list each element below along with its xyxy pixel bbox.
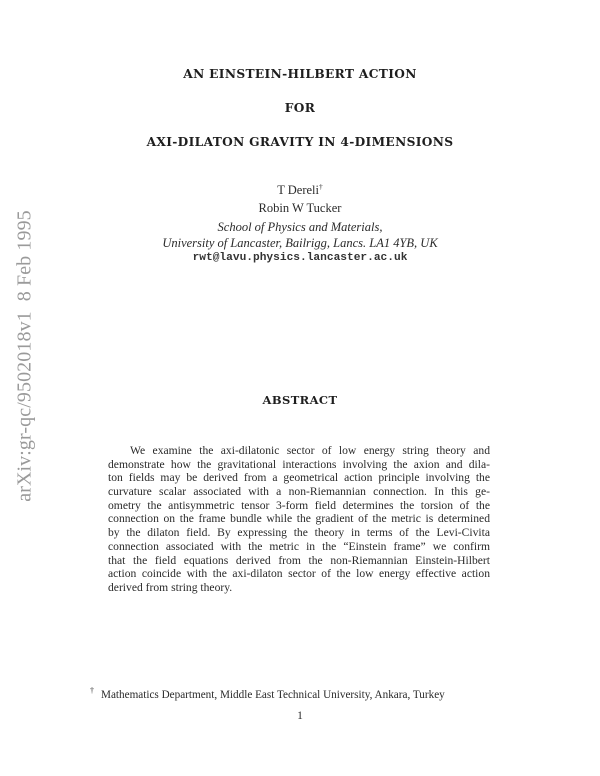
footnote-mark: †	[319, 182, 323, 191]
affiliation-line-1: School of Physics and Materials,	[217, 220, 383, 234]
author-2	[0, 201, 600, 216]
footnote-mark: †	[90, 686, 94, 695]
abstract-line: by the dilaton field. By expressing the theory in terms of the Levi-Civita	[108, 526, 490, 540]
abstract-line: curvature scalar associated with a non-Riemannian connection. In this ge-	[108, 485, 490, 499]
page-number: 1	[297, 710, 303, 722]
footnote	[90, 686, 445, 701]
abstract-line: that the field equations derived from the non-Riemannian Einstein-Hilbert	[108, 553, 490, 567]
title-line-1: AN EINSTEIN-HILBERT ACTION	[183, 67, 417, 81]
footnote-text: Mathematics Department, Middle East Technical University, Ankara, Turkey	[101, 689, 445, 701]
author-name: T Dereli	[277, 183, 320, 197]
abstract-line: demonstrate how the gravitational interactions involving the axion and dila-	[108, 457, 490, 471]
arxiv-id: arXiv:gr-qc/9502018v1	[13, 311, 36, 502]
abstract-line: derived from string theory.	[108, 580, 233, 594]
author-email: rwt@lavu.physics.lancaster.ac.uk	[192, 252, 408, 264]
abstract-line: ometry the antisymmetric tensor 3-form field determines the torsion of the	[108, 498, 490, 512]
abstract-heading: ABSTRACT	[262, 393, 338, 407]
abstract-line: connection associated with the metric in the “Einstein frame” we confirm	[108, 539, 490, 553]
abstract-line: ton fields may be derived from a geometrical action principle involving the	[108, 471, 490, 485]
title-line-2: FOR	[284, 101, 316, 115]
author-name: Robin W Tucker	[258, 201, 342, 215]
arxiv-date: 8 Feb 1995	[13, 210, 36, 302]
title-line-3: AXI-DILATON GRAVITY IN 4-DIMENSIONS	[146, 135, 454, 149]
abstract-body	[108, 444, 490, 595]
affiliation-line-2: University of Lancaster, Bailrigg, Lancs. LA1 4YB, UK	[162, 236, 438, 250]
abstract-line: connection on the frame bundle while the gradient of the metric is determined	[108, 512, 490, 526]
abstract-line: action coincide with the axi-dilaton sector of the low energy effective action	[108, 567, 490, 581]
author-1	[0, 182, 600, 198]
abstract-line: We examine the axi-dilatonic sector of low energy string theory and	[130, 444, 490, 457]
